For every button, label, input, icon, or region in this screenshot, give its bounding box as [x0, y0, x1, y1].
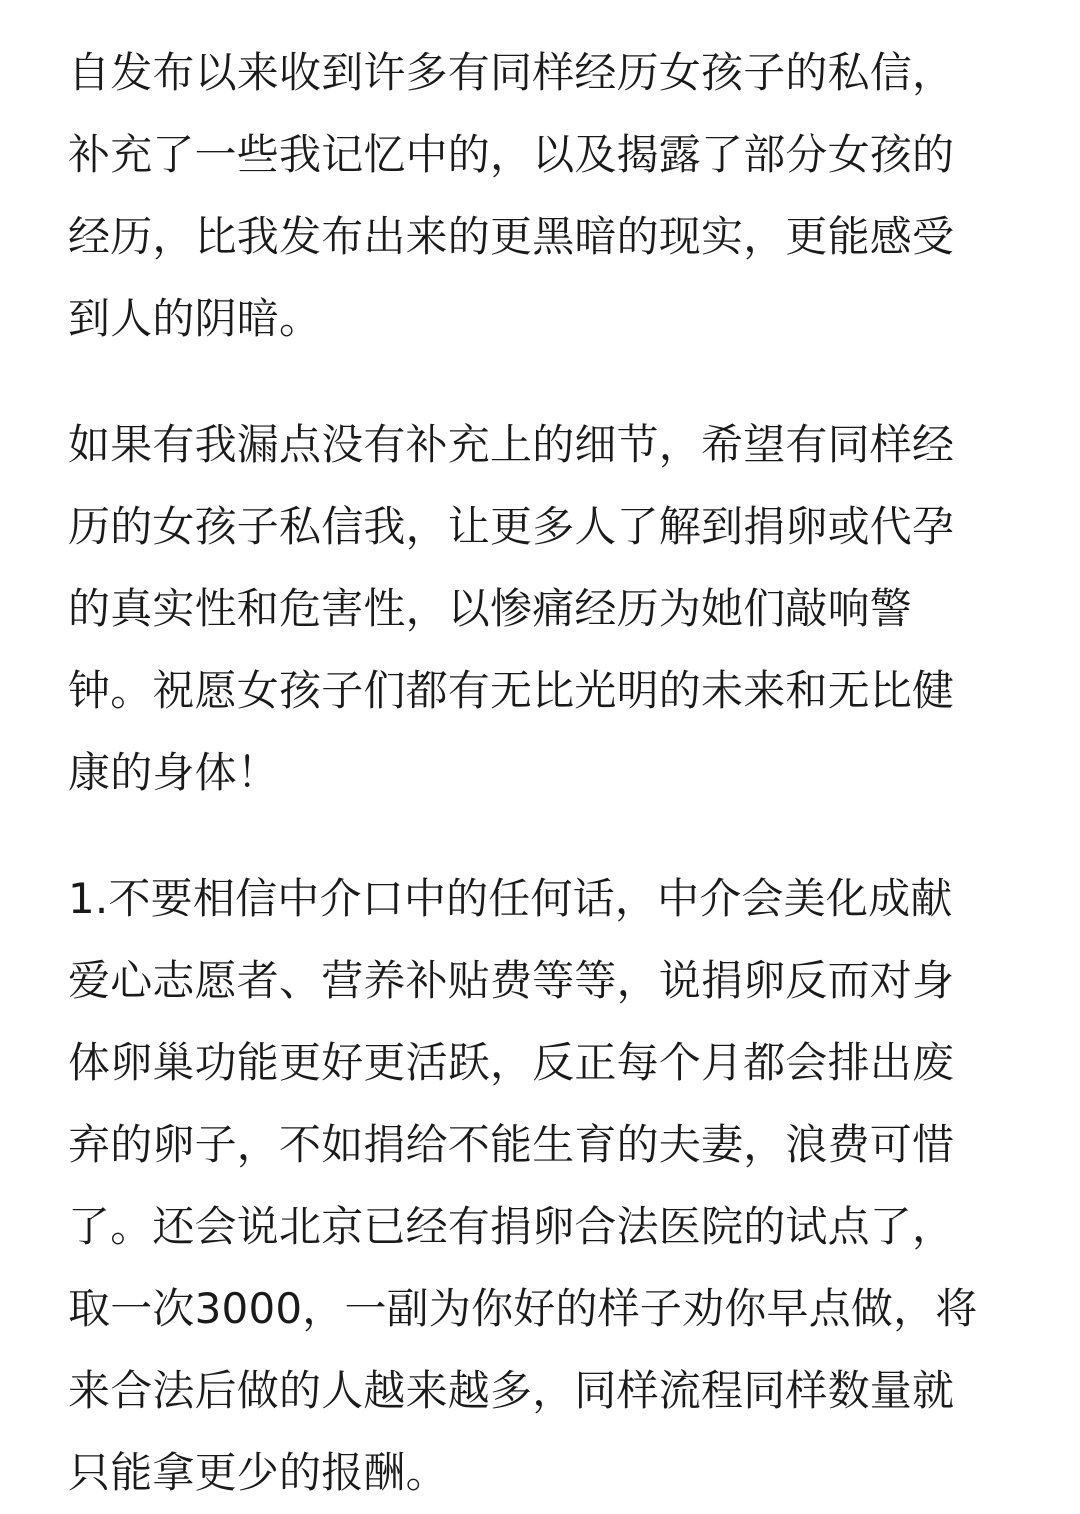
text-line: 1.不要相信中介口中的任何话，中介会美化成献	[68, 874, 953, 923]
text-line: 康的身体！	[68, 748, 280, 797]
text-line: 取一次3000，一副为你好的样子劝你早点做，将	[68, 1284, 978, 1333]
paragraph-spacer	[68, 814, 1013, 858]
text-line: 到人的阴暗。	[68, 294, 322, 343]
text-line: 爱心志愿者、营养补贴费等等，说捐卵反而对身	[68, 956, 955, 1005]
text-line: 如果有我漏点没有补充上的细节，希望有同样经	[68, 420, 955, 469]
paragraph-request	[68, 404, 1013, 814]
text-line: 钟。祝愿女孩子们都有无比光明的未来和无比健	[68, 666, 955, 715]
paragraph-intro	[68, 32, 1013, 360]
paragraph-spacer	[68, 360, 1013, 404]
text-line: 自发布以来收到许多有同样经历女孩子的私信，	[68, 48, 955, 97]
text-line: 体卵巢功能更好更活跃，反正每个月都会排出废	[68, 1038, 955, 1087]
text-line: 了。还会说北京已经有捐卵合法医院的试点了，	[68, 1202, 955, 1251]
paragraph-point-1	[68, 858, 1013, 1514]
text-line: 来合法后做的人越来越多，同样流程同样数量就	[68, 1366, 955, 1415]
text-line: 补充了一些我记忆中的，以及揭露了部分女孩的	[68, 130, 955, 179]
text-line: 历的女孩子私信我，让更多人了解到捐卵或代孕	[68, 502, 955, 551]
text-line: 经历，比我发布出来的更黑暗的现实，更能感受	[68, 212, 955, 261]
article-body	[68, 32, 1013, 1514]
text-line: 弃的卵子，不如捐给不能生育的夫妻，浪费可惜	[68, 1120, 955, 1169]
text-line: 只能拿更少的报酬。	[68, 1448, 448, 1497]
text-line: 的真实性和危害性，以惨痛经历为她们敲响警	[68, 584, 913, 633]
